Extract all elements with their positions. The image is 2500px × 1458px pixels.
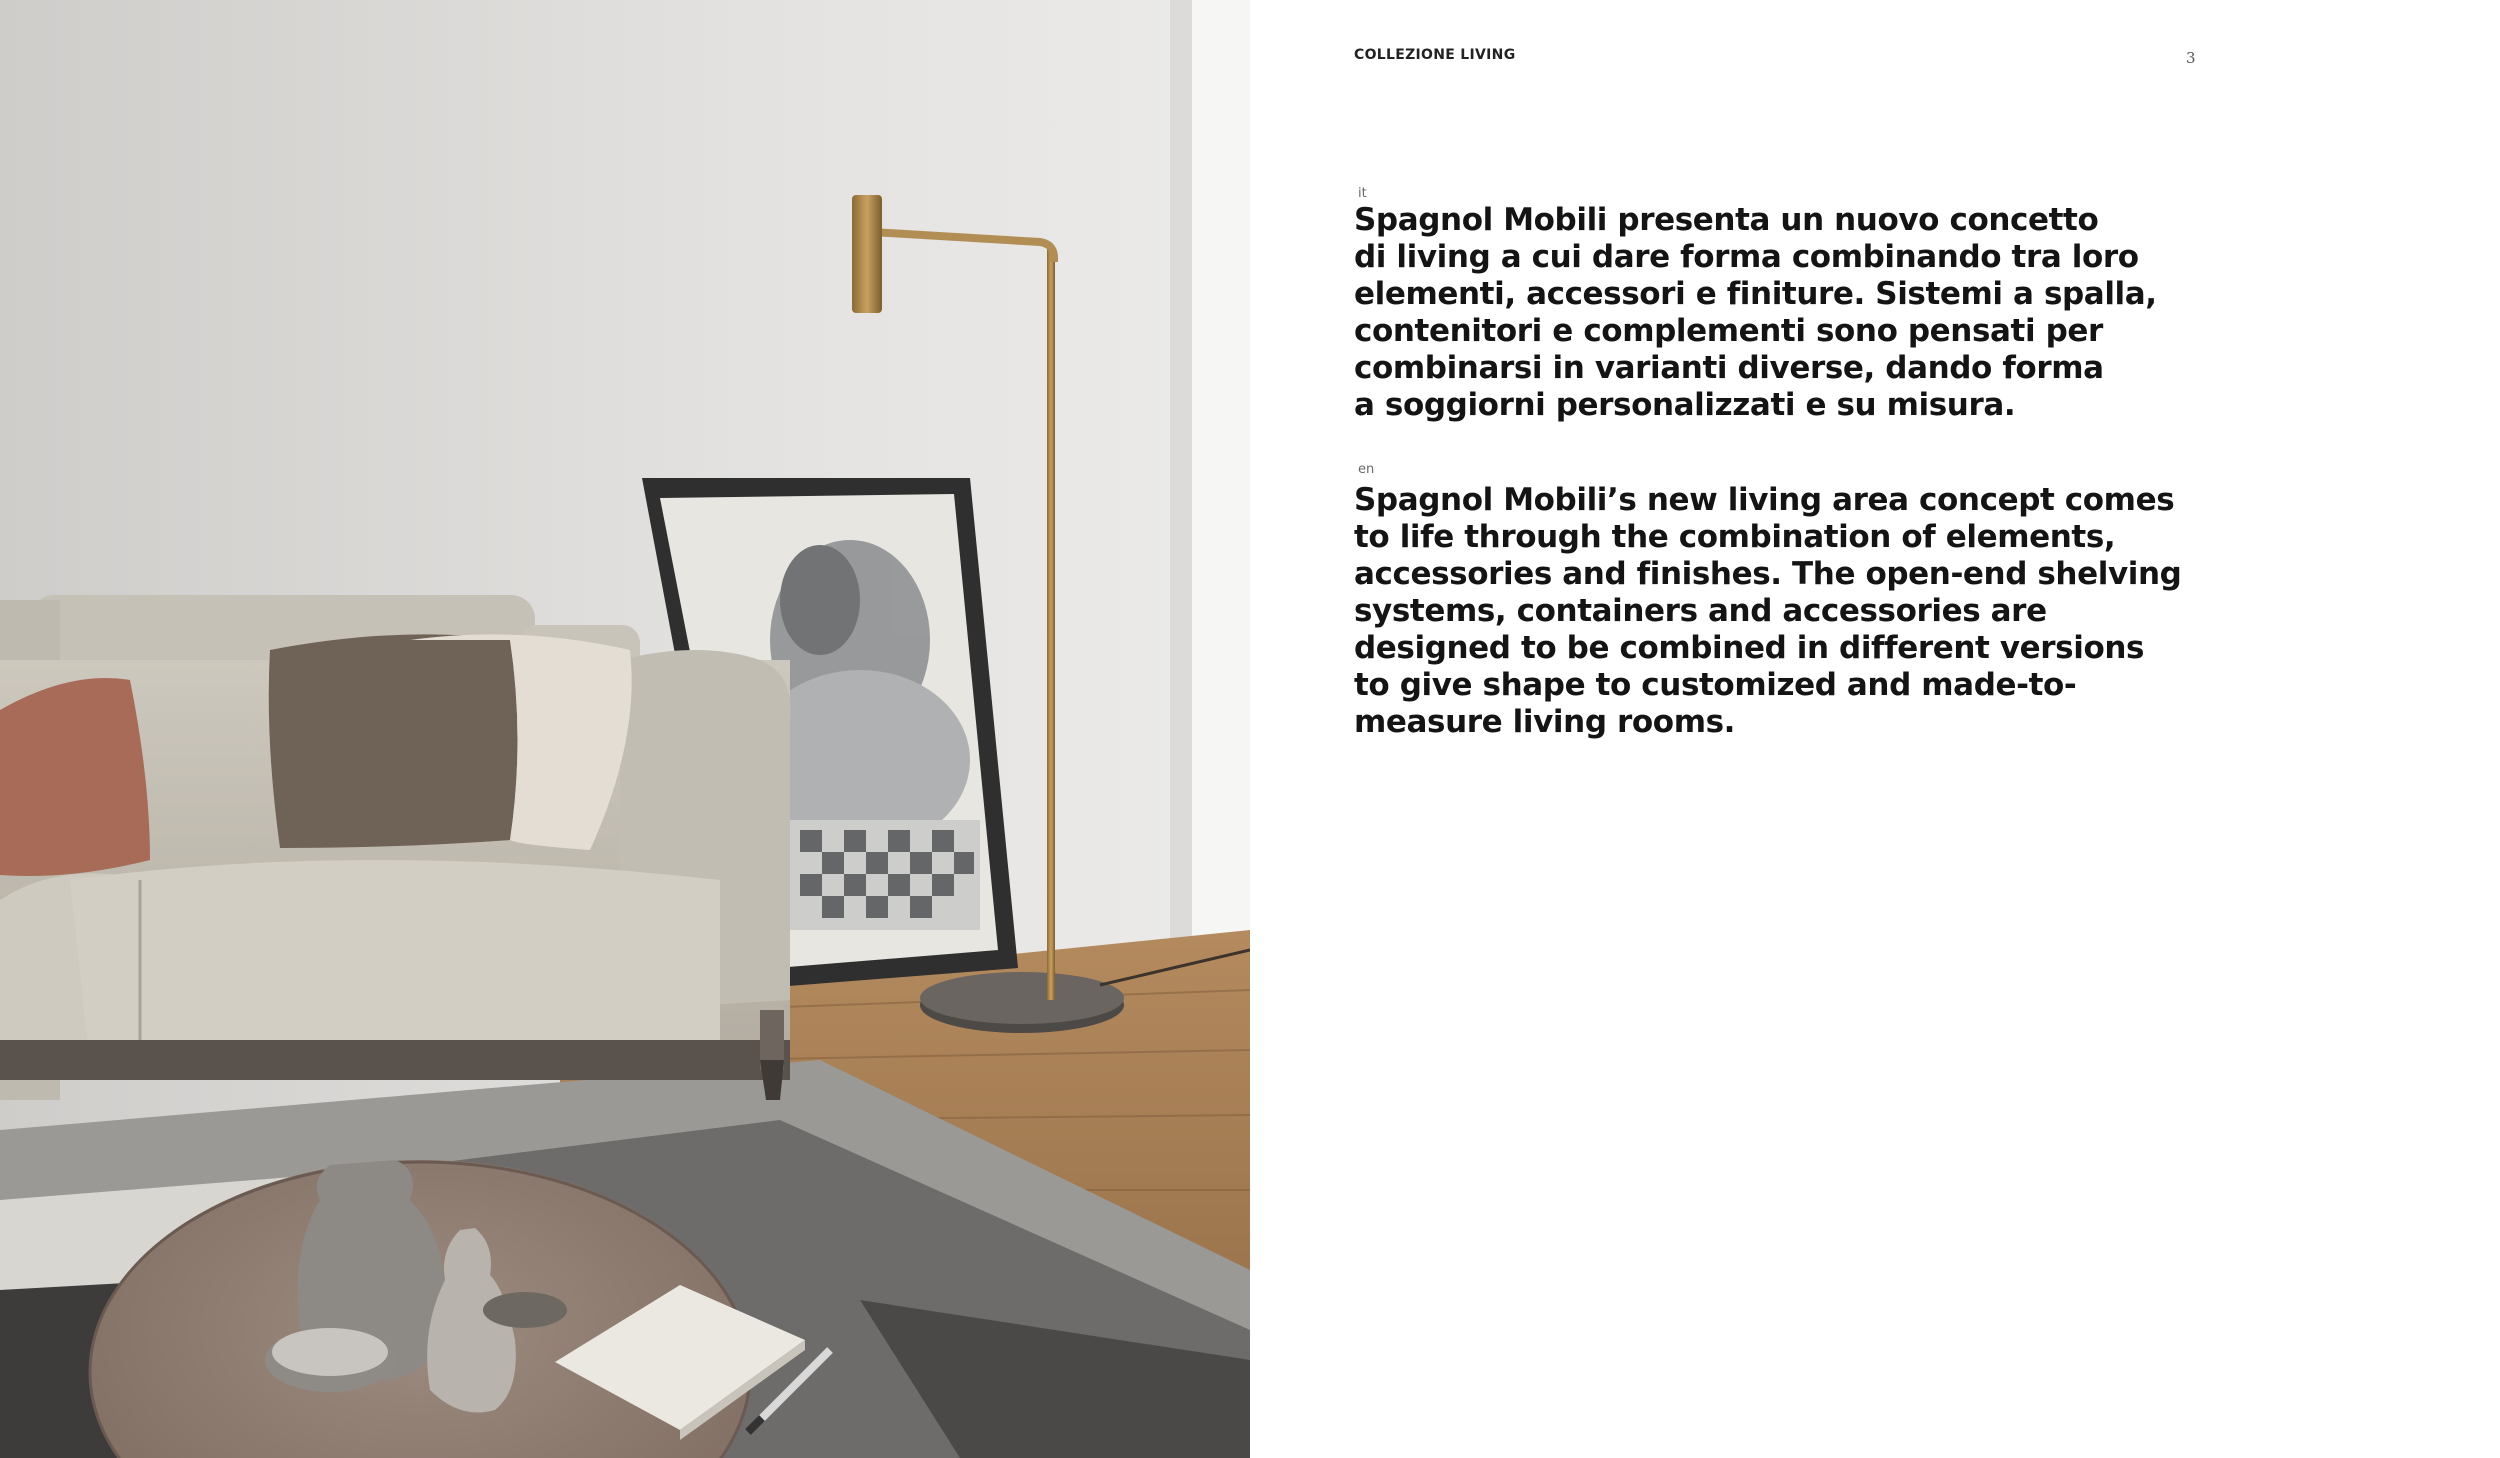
text-line: di living a cui dare forma combinando tra loro bbox=[1354, 239, 2139, 275]
intro-paragraph-it bbox=[1354, 202, 2157, 424]
text-line: elementi, accessori e finiture. Sistemi a spalla, bbox=[1354, 276, 2157, 312]
text-line: designed to be combined in different versions bbox=[1354, 630, 2145, 666]
text-line: to life through the combination of elements, bbox=[1354, 519, 2116, 555]
text-line: Spagnol Mobili’s new living area concept comes bbox=[1354, 482, 2175, 518]
text-line: to give shape to customized and made-to- bbox=[1354, 667, 2077, 703]
intro-paragraph-en bbox=[1354, 482, 2181, 741]
collection-title: COLLEZIONE LIVING bbox=[1354, 47, 1516, 63]
language-tag-en: en bbox=[1358, 462, 1375, 477]
text-line: combinarsi in varianti diverse, dando forma bbox=[1354, 350, 2104, 386]
text-line: Spagnol Mobili presenta un nuovo concetto bbox=[1354, 202, 2099, 238]
text-line: systems, containers and accessories are bbox=[1354, 593, 2047, 629]
page-number: 3 bbox=[2186, 49, 2196, 67]
language-tag-it: it bbox=[1358, 186, 1367, 201]
text-line: contenitori e complementi sono pensati per bbox=[1354, 313, 2103, 349]
text-line: a soggiorni personalizzati e su misura. bbox=[1354, 387, 2016, 423]
text-line: accessories and finishes. The open-end shelving bbox=[1354, 556, 2182, 592]
text-line: measure living rooms. bbox=[1354, 704, 1736, 740]
